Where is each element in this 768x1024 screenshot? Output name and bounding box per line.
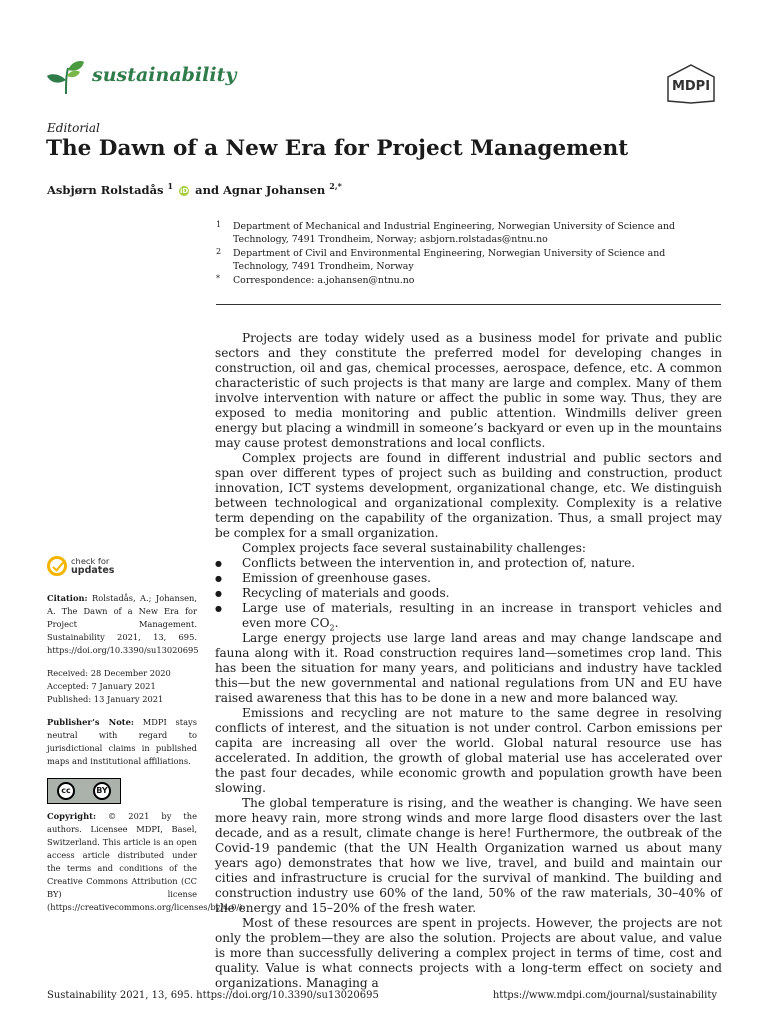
publisher-note [47, 716, 197, 768]
body-paragraph: Complex projects face several sustainability challenges: [242, 541, 586, 555]
cc-icon: cc [57, 782, 75, 800]
footer-citation[interactable]: Sustainability 2021, 13, 695. https://doi.org/10.3390/su13020695 [47, 990, 379, 1001]
challenges-list [215, 556, 722, 631]
author-2-name[interactable]: Agnar Johansen [223, 182, 326, 197]
body-paragraph: Large energy projects use large land areas and may change landscape and fauna along with it. Road construction requires land—sometimes crop land. This has been the situation for many years, and politicians and industry have tackled this—but the new governmental and national regulations from UN and EU have raised awareness that this has to be done in a new and more balanced way. [215, 631, 722, 705]
check-for-updates-button[interactable] [47, 556, 197, 576]
article-title: The Dawn of a New Era for Project Management [46, 136, 629, 161]
citation-block [47, 592, 197, 657]
check-updates-line1: check for [71, 556, 110, 566]
author-connector: and [195, 182, 219, 197]
list-item [215, 601, 722, 631]
body-paragraph: Most of these resources are spent in projects. However, the projects are not only the problem—they are also the solution. Projects are about value, and value is more than successfully delivering a complex project in terms of time, cost and quality. Value is what connects projects with a long-term effect on society and organizations. Managing a [215, 916, 722, 990]
body-paragraph: Emissions and recycling are not mature to the same degree in resolving conflicts of interest, and the situation is not under control. Carbon emissions per capita are increasing all over the world. Global natural resource use has accelerated. In addition, the growth of global material use has accelerated over the past four decades, while economic growth and population growth have been slowing. [215, 706, 722, 795]
cc-by-license-badge[interactable] [47, 778, 121, 804]
check-updates-label [71, 557, 114, 575]
dates-block [47, 667, 197, 706]
publisher-note-label: Publisher’s Note: [47, 717, 134, 727]
article-sidebar [47, 556, 246, 924]
co2-subscript: 2 [329, 623, 335, 633]
footer-journal-link[interactable]: https://www.mdpi.com/journal/sustainability [492, 990, 717, 1001]
affiliation-item [216, 220, 716, 246]
list-item-period: . [334, 616, 339, 630]
author-list [47, 181, 342, 197]
affiliation-item [216, 247, 716, 273]
check-updates-icon [47, 556, 67, 576]
mdpi-logo-text: MDPI [671, 79, 711, 94]
publisher-note-text: MDPI stays neutral with regard to jurisdictional claims in published maps and institutional affiliations. [47, 717, 197, 766]
article-type: Editorial [47, 121, 100, 135]
sustainability-leaf-icon [46, 58, 86, 96]
article-body [215, 331, 722, 991]
header-divider [216, 304, 721, 305]
citation-text[interactable]: Rolstadås, A.; Johansen, A. The Dawn of a New Era for Project Management. Sustainability 2021, 13, 695. https://doi.org/10.3390/su13020695 [47, 593, 199, 655]
affiliation-mark: 2 [216, 247, 222, 256]
affiliation-text: Department of Mechanical and Industrial Engineering, Norwegian University of Science and Technology, 7491 Trondheim, Norway; asbjorn.rolstadas@ntnu.no [233, 221, 675, 245]
copyright-label: Copyright: [47, 811, 97, 821]
orcid-icon[interactable]: iD [180, 186, 189, 195]
journal-name[interactable]: sustainability [92, 64, 237, 86]
received-date: Received: 28 December 2020 [47, 668, 171, 678]
copyright-text[interactable]: © 2021 by the authors. Licensee MDPI, Basel, Switzerland. This article is an open access article distributed under the terms and conditions of the Creative Commons Attribution (CC BY) license (https://creativecommons.org/licenses/by/4.0/). [47, 811, 246, 912]
affiliation-item [216, 274, 716, 287]
author-2-affiliation: 2,* [329, 181, 342, 191]
affiliation-text: Department of Civil and Environmental Engineering, Norwegian University of Science and Technology, 7491 Trondheim, Norway [233, 248, 666, 272]
accepted-date: Accepted: 7 January 2021 [47, 681, 156, 691]
body-paragraph: Projects are today widely used as a business model for private and public sectors and they constitute the preferred model for developing changes in construction, oil and gas, chemical processes, aerospace, defence, etc. A common characteristic of such projects is that many are large and complex. Many of them involve intervention with nature or affect the public in some way. Thus, they are exposed to media monitoring and public attention. Windmills deliver green energy but placing a windmill in someone’s backyard or even up in the mountains may cause protest demonstrations and local conflicts. [215, 331, 722, 450]
copyright-block [47, 810, 246, 914]
list-item: ● Recycling of materials and goods. [215, 586, 722, 601]
list-item: ● Conflicts between the intervention in, and protection of, nature. [215, 556, 722, 571]
body-paragraph: Complex projects are found in different industrial and public sectors and span over different types of project such as building and construction, product innovation, ICT systems development, organizational change, etc. We distinguish between technological and organizational complexity. Complexity is a relative term depending on the capability of the organization. Thus, a small project may be complex for a small organization. [215, 451, 722, 540]
list-item-text: Large use of materials, resulting in an increase in transport vehicles and even more CO [242, 601, 722, 630]
author-1-name[interactable]: Asbjørn Rolstadås [47, 182, 164, 197]
affiliation-mark: * [216, 274, 220, 283]
author-1-affiliation: 1 [167, 181, 174, 191]
correspondence-text[interactable]: Correspondence: a.johansen@ntnu.no [233, 275, 415, 286]
body-paragraph: The global temperature is rising, and the weather is changing. We have seen more heavy rain, more strong winds and more large flood disasters over the last decade, and as a result, climate change is here! Furthermore, the outbreak of the Covid-19 pandemic (that the UN Health Organization warned us about many years ago) demonstrates that how we live, travel, and build and maintain our cities and infrastructure is crucial for the survival of mankind. The building and construction industry use 60% of the land, 50% of the raw materials, 30–40% of the energy and 15–20% of the fresh water. [215, 796, 722, 915]
check-updates-line2: updates [71, 565, 115, 576]
by-icon: BY [93, 782, 111, 800]
affiliations [216, 220, 716, 288]
published-date: Published: 13 January 2021 [47, 694, 164, 704]
list-item: ● Emission of greenhouse gases. [215, 571, 722, 586]
mdpi-logo-icon[interactable] [666, 64, 716, 104]
citation-label: Citation: [47, 593, 88, 603]
affiliation-mark: 1 [216, 220, 222, 229]
